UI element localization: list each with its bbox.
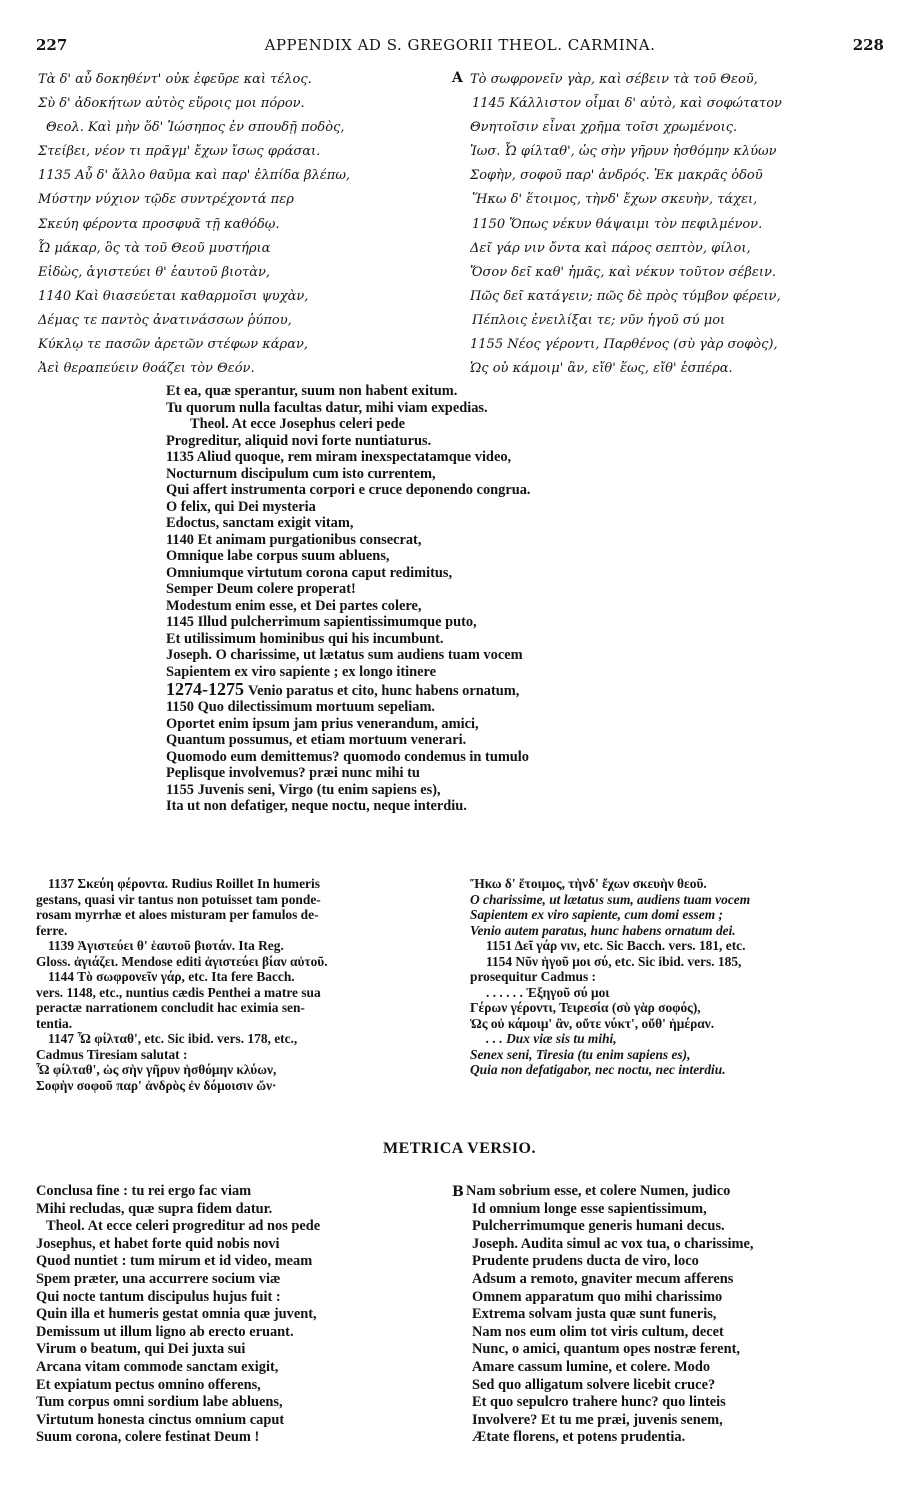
text-line: Et expiatum pectus omnino offerens, bbox=[36, 1376, 261, 1393]
text-line: Σὺ δ' ἀδοκήτων αὐτὸς εὕροις μοι πόρον. bbox=[38, 96, 305, 112]
text-line: Semper Deum colere properat! bbox=[166, 581, 356, 597]
text-line: 1145 Illud pulcherrimum sapientissimumque puto, bbox=[166, 614, 477, 630]
text-line: Εἰδὼς, ἁγιστεύει θ' ἑαυτοῦ βιοτὰν, bbox=[38, 264, 271, 280]
text-line: Peplisque involvemus? præi nunc mihi tu bbox=[166, 765, 420, 781]
text-line: Τὸ σωφρονεῖν γὰρ, καὶ σέβειν τὰ τοῦ Θεοῦ, bbox=[470, 72, 758, 87]
text-line: Prudente prudens ducta de viro, loco bbox=[472, 1253, 699, 1270]
text-line: Σκεύη φέροντα προσφυᾶ τῇ καθόδῳ. bbox=[38, 216, 280, 232]
text-line: Ὅσον δεῖ καθ' ἡμᾶς, καὶ νέκυν τοῦτον σέβειν. bbox=[470, 264, 777, 280]
text-line: Virtutum honesta cinctus omnium caput bbox=[36, 1411, 285, 1428]
text-line: 1145 Κάλλιστον οἶμαι δ' αὐτὸ, καὶ σοφώτατον bbox=[472, 96, 782, 112]
text-line: Μύστην νύχιον τῷδε συντρέχοντά περ bbox=[38, 192, 294, 208]
text-line: 1150 Quo dilectissimum mortuum sepeliam. bbox=[166, 699, 436, 715]
text-line: Σοφὴν, σοφοῦ παρ' ἀνδρός. Ἐκ μακρᾶς ὁδοῦ bbox=[470, 168, 763, 184]
text-line: Ætate florens, et potens prudentia. bbox=[472, 1429, 686, 1446]
text-line: Ὦ φίλταθ', ὡς σὴν γῆρυν ἡσθόμην κλύων, bbox=[36, 1062, 277, 1077]
text-line: Tum corpus omni sordium labe abluens, bbox=[36, 1394, 283, 1411]
text-line: Ita ut non defatiger, neque noctu, neque interdiu. bbox=[166, 798, 467, 814]
text-line: Nam nos eum olim tot viris cultum, decet bbox=[472, 1323, 724, 1340]
greek-text-left-column bbox=[38, 68, 438, 381]
text-line: Adsum a remoto, gnaviter mecum afferens bbox=[472, 1270, 734, 1287]
text-line: Theol. At ecce Josephus celeri pede bbox=[190, 416, 406, 432]
text-line: Quomodo eum demittemus? quomodo condemus in tumulo bbox=[166, 748, 530, 765]
text-line: Ἰωσ. Ὦ φίλταθ', ὡς σὴν γῆρυν ἡσθόμην κλύων bbox=[470, 144, 777, 160]
text-line: Et quo sepulcro trahere hunc? quo linteis bbox=[472, 1394, 726, 1411]
text-line: Nam sobrium esse, et colere Numen, judico bbox=[466, 1183, 731, 1199]
text-line: Senex seni, Tiresia (tu enim sapiens es), bbox=[470, 1046, 691, 1062]
text-line: 1155 Juvenis seni, Virgo (tu enim sapiens es), bbox=[166, 781, 441, 798]
text-line: Demissum ut illum ligno ab erecto eruant. bbox=[36, 1323, 294, 1340]
text-line: Et utilissimum hominibus qui his incumbunt. bbox=[166, 630, 444, 647]
footnotes-right-column bbox=[470, 876, 882, 1078]
metrica-versio-right-column bbox=[466, 1183, 886, 1447]
text-line: Ὡς οὐ κάμοιμ' ἂν, εἴθ' ἕως, εἴθ' ἑσπέρα. bbox=[470, 361, 733, 377]
running-header bbox=[36, 36, 884, 58]
footnotes-left-column bbox=[36, 876, 444, 1093]
text-line: Id omnium longe esse sapientissimum, bbox=[472, 1200, 707, 1217]
text-line: Στείβει, νέον τι πρᾶγμ' ἔχων ἴσως φράσαι. bbox=[38, 144, 321, 160]
metrica-versio-left-column bbox=[36, 1183, 436, 1447]
text-line: Arcana vitam commode sanctam exigit, bbox=[36, 1358, 279, 1375]
text-line: Ἥκω δ' ἕτοιμος, τὴνδ' ἔχων σκευὴν, τάχει, bbox=[472, 192, 758, 208]
text-line: Involvere? Et tu me præi, juvenis senem, bbox=[472, 1411, 723, 1428]
text-line: Ἀεὶ θεραπεύειν θοάζει τὸν Θεόν. bbox=[38, 361, 255, 377]
text-line: Quia non defatigabor, nec noctu, nec interdiu. bbox=[470, 1062, 726, 1077]
text-line: Qui nocte tantum discipulus hujus fuit : bbox=[36, 1288, 281, 1305]
text-line: ferre. bbox=[36, 922, 68, 938]
text-line: . . . . . . Ἐξηγοῦ σύ μοι bbox=[486, 984, 610, 1000]
text-line: 1139 Ἁγιστεύει θ' ἑαυτοῦ βιοτάν. Ita Reg. bbox=[48, 938, 284, 953]
text-line: Γέρων γέροντι, Τειρεσία (σὺ γὰρ σοφός), bbox=[470, 1000, 701, 1015]
text-line: 1154 Νῦν ἡγοῦ μοι σύ, etc. Sic ibid. vers. 185, bbox=[486, 953, 742, 969]
section-title: METRICA VERSIO. bbox=[382, 1140, 536, 1157]
text-line: Σοφὴν σοφοῦ παρ' ἀνδρὸς ἐν δόμοισιν ὤν· bbox=[36, 1077, 277, 1093]
text-line: Omniumque virtutum corona caput redimitus, bbox=[166, 564, 453, 581]
page-number-left: 227 bbox=[36, 36, 68, 54]
text-line: Ὡς οὐ κάμοιμ' ἂν, οὔτε νύκτ', οὔθ' ἡμέραν. bbox=[470, 1015, 715, 1031]
text-line: prosequitur Cadmus : bbox=[470, 969, 597, 984]
text-line: Suum corona, colere festinat Deum ! bbox=[36, 1429, 260, 1446]
text-line: Qui affert instrumenta corpori e cruce deponendo congrua. bbox=[166, 482, 531, 498]
text-line: Spem præter, una accurrere socium viæ bbox=[36, 1270, 281, 1287]
text-line: Amare cassum lumine, et colere. Modo bbox=[472, 1358, 711, 1375]
text-line: 1147 Ὦ φίλταθ', etc. Sic ibid. vers. 178, etc., bbox=[48, 1031, 298, 1046]
text-line-content: Venio paratus et cito, hunc habens ornatum, bbox=[248, 683, 520, 699]
text-line: Oportet enim ipsum jam prius venerandum, amici, bbox=[166, 715, 479, 732]
text-line: Cadmus Tiresiam salutat : bbox=[36, 1046, 188, 1062]
text-line: Δεῖ γάρ νιν ὄντα καὶ πάρος σεπτὸν, φίλοι, bbox=[470, 240, 751, 256]
text-line: Joseph. O charissime, ut lætatus sum audiens tuam vocem bbox=[166, 647, 523, 663]
text-line: Nocturnum discipulum cum isto currentem, bbox=[166, 465, 436, 482]
text-line: Sapientem ex viro sapiente ; ex longo itinere bbox=[166, 663, 437, 680]
running-title: APPENDIX AD S. GREGORII THEOL. CARMINA. bbox=[264, 36, 656, 54]
text-line: O felix, qui Dei mysteria bbox=[166, 498, 316, 515]
text-line: Modestum enim esse, et Dei partes colere, bbox=[166, 597, 422, 614]
text-line: Θεολ. Καὶ μὴν ὅδ' Ἰώσηπος ἐν σπουδῇ ποδὸς, bbox=[46, 120, 345, 136]
text-line: Theol. At ecce celeri progreditur ad nos pede bbox=[46, 1218, 321, 1235]
text-line: Gloss. ἁγιάζει. Mendose editi ἁγιστεύει βίαν αὐτοῦ. bbox=[36, 953, 328, 969]
text-line: Πῶς δεῖ κατάγειν; πῶς δὲ πρὸς τύμβον φέρειν, bbox=[470, 288, 781, 304]
text-line: Mihi recludas, quæ supra fidem datur. bbox=[36, 1200, 273, 1217]
text-line: 1140 Et animam purgationibus consecrat, bbox=[166, 531, 422, 548]
text-line: Nunc, o amici, quantum opes nostræ ferent, bbox=[472, 1341, 740, 1358]
text-line: Et ea, quæ sperantur, suum non habent exitum. bbox=[166, 383, 458, 399]
text-line: Josephus, et habet forte quid nobis novi bbox=[36, 1235, 280, 1252]
text-line: rosam myrrhæ et aloes misturam per famulos de- bbox=[36, 907, 319, 922]
text-line: vers. 1148, etc., nuntius cædis Penthei a matre sua bbox=[36, 984, 321, 1000]
text-line: Pulcherrimumque generis humani decus. bbox=[472, 1218, 725, 1235]
text-line: Θνητοῖσιν εἶναι χρῆμα τοῖσι χρωμένοις. bbox=[470, 120, 738, 136]
margin-letter-b: B bbox=[452, 1184, 464, 1200]
text-line: gestans, quasi vir tantus non potuisset tam ponde- bbox=[36, 891, 321, 907]
text-line: Omnem apparatum quo mihi charissimo bbox=[472, 1288, 723, 1305]
text-line: Sapientem ex viro sapiente, cum domi essem ; bbox=[470, 907, 723, 922]
text-line: 1140 Καὶ θιασεύεται καθαρμοῖσι ψυχὰν, bbox=[38, 288, 309, 304]
text-line: 1144 Τὸ σωφρονεῖν γάρ, etc. Ita fere Bacch. bbox=[48, 969, 295, 984]
text-line: 1151 Δεῖ γάρ νιν, etc. Sic Bacch. vers. 181, etc. bbox=[486, 938, 746, 953]
text-line: Conclusa fine : tu rei ergo fac viam bbox=[36, 1183, 252, 1199]
text-line: Τὰ δ' αὖ δοκηθέντ' οὐκ ἐφεῦρε καὶ τέλος. bbox=[38, 72, 312, 87]
text-line: . . . Dux viæ sis tu mihi, bbox=[486, 1031, 617, 1046]
column-numbers: 1274-1275 bbox=[166, 679, 244, 699]
text-line: 1150 Ὅπως νέκυν θάψαιμι τὸν πεφιλμένον. bbox=[472, 216, 763, 232]
text-line: O charissime, ut lætatus sum, audiens tuam vocem bbox=[470, 891, 751, 907]
text-line bbox=[166, 680, 726, 699]
text-line: Progreditur, aliquid novi forte nuntiaturus. bbox=[166, 432, 432, 449]
text-line: Ἥκω δ' ἕτοιμος, τὴνδ' ἔχων σκευὴν θεοῦ. bbox=[470, 876, 707, 891]
text-line: Quantum possumus, et etiam mortuum venerari. bbox=[166, 732, 467, 748]
text-line: Κύκλῳ τε πασῶν ἀρετῶν στέφων κάραν, bbox=[38, 337, 309, 353]
text-line: Omnique labe corpus suum abluens, bbox=[166, 548, 390, 564]
text-line: Joseph. Audita simul ac vox tua, o charissime, bbox=[472, 1235, 754, 1252]
text-line: Virum o beatum, qui Dei juxta sui bbox=[36, 1341, 246, 1358]
text-line: 1135 Aliud quoque, rem miram inexspectatamque video, bbox=[166, 449, 512, 465]
text-line: 1135 Αὖ δ' ἄλλο θαῦμα καὶ παρ' ἐλπίδα βλέπω, bbox=[38, 168, 351, 184]
text-line: 1155 Νέος γέροντι, Παρθένος (σὺ γὰρ σοφὸς), bbox=[470, 337, 778, 353]
margin-letter-a: A bbox=[452, 70, 463, 86]
greek-text-right-column bbox=[470, 68, 890, 381]
text-line: Δέμας τε παντὸς ἀνατινάσσων ῥύπου, bbox=[38, 312, 292, 328]
text-line: Venio autem paratus, hunc habens ornatum dei. bbox=[470, 922, 736, 938]
text-line: Quod nuntiet : tum mirum et id video, meam bbox=[36, 1253, 313, 1270]
text-line: Tu quorum nulla facultas datur, mihi viam expedias. bbox=[166, 399, 488, 416]
text-line: 1137 Σκεύη φέροντα. Rudius Roillet In humeris bbox=[48, 876, 320, 891]
text-line: Extrema solvam justa quæ sunt funeris, bbox=[472, 1306, 717, 1323]
text-line: tentia. bbox=[36, 1015, 73, 1031]
text-line: Πέπλοις ἐνειλίξαι τε; νῦν ἡγοῦ σύ μοι bbox=[472, 312, 726, 328]
text-line: Quin illa et humeris gestat omnia quæ juvent, bbox=[36, 1306, 317, 1323]
text-line: Ὦ μάκαρ, ὃς τὰ τοῦ Θεοῦ μυστήρια bbox=[38, 240, 271, 256]
text-line: Sed quo alligatum solvere licebit cruce? bbox=[472, 1376, 716, 1393]
text-line: Edoctus, sanctam exigit vitam, bbox=[166, 515, 354, 531]
latin-translation bbox=[166, 383, 726, 815]
page-number-right: 228 bbox=[852, 36, 884, 54]
text-line: peractæ narrationem concludit hac eximia sen- bbox=[36, 1000, 305, 1015]
